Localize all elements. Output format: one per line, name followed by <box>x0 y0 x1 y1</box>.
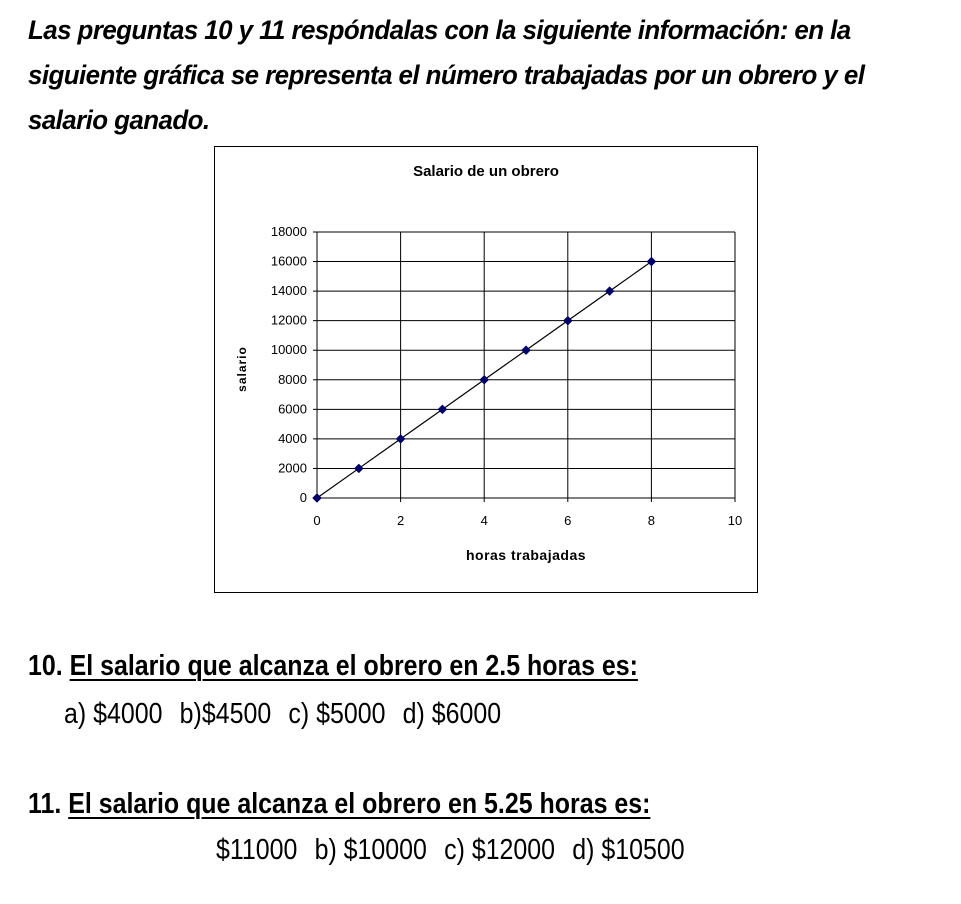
question-11 <box>28 788 650 821</box>
y-tick-label: 12000 <box>270 312 307 328</box>
question-10-text: El salario que alcanza el obrero en 2.5 horas es: <box>69 650 638 682</box>
y-tick-label: 14000 <box>270 283 307 299</box>
option-10-b: b)$4500 <box>179 698 272 730</box>
question-10-options <box>64 698 518 731</box>
y-tick-label: 16000 <box>270 253 307 269</box>
option-11-b: b) $10000 <box>314 834 427 866</box>
data-point <box>563 316 572 325</box>
x-tick-label: 6 <box>564 513 572 528</box>
data-point <box>605 287 614 296</box>
question-10-number: 10. <box>28 650 63 682</box>
data-point <box>313 494 322 503</box>
x-tick-label: 4 <box>480 513 488 528</box>
question-11-number: 11. <box>28 788 62 820</box>
option-10-d: d) $6000 <box>402 698 502 730</box>
axes <box>313 232 735 502</box>
tick-labels <box>271 224 742 528</box>
option-10-c: c) $5000 <box>288 698 386 730</box>
data-point <box>647 257 656 266</box>
intro-paragraph: Las preguntas 10 y 11 respóndalas con la siguiente información: en la siguiente gráfica se representa el número trabajadas por un obrero y el salario ganado. <box>28 15 865 135</box>
x-tick-label: 0 <box>313 513 321 528</box>
data-point <box>396 434 405 443</box>
data-point <box>438 405 447 414</box>
x-tick-label: 10 <box>727 513 743 528</box>
data-point <box>522 346 531 355</box>
grid <box>317 232 735 498</box>
line-chart <box>1 1 961 904</box>
y-tick-label: 4000 <box>278 430 307 446</box>
y-axis-label: salario <box>235 346 249 392</box>
question-11-options <box>216 834 702 867</box>
x-tick-label: 2 <box>396 513 405 528</box>
y-tick-label: 10000 <box>270 342 307 358</box>
data-point <box>480 375 489 384</box>
y-tick-label: 2000 <box>278 460 307 476</box>
chart-frame <box>214 146 758 593</box>
y-tick-label: 6000 <box>278 401 307 417</box>
option-10-a: a) $4000 <box>64 698 163 730</box>
question-11-text: El salario que alcanza el obrero en 5.25 horas es: <box>68 788 651 820</box>
x-tick-label: 8 <box>647 513 656 528</box>
option-11-a: $11000 <box>216 834 298 866</box>
y-tick-label: 18000 <box>270 224 307 239</box>
data-point <box>354 464 363 473</box>
y-tick-label: 0 <box>299 490 307 505</box>
option-11-c: c) $12000 <box>444 834 556 866</box>
x-axis-label: horas trabajadas <box>465 547 587 563</box>
chart-title: Salario de un obrero <box>413 163 559 180</box>
question-10 <box>28 650 638 683</box>
option-11-d: d) $10500 <box>572 834 685 866</box>
y-tick-label: 8000 <box>278 371 307 387</box>
